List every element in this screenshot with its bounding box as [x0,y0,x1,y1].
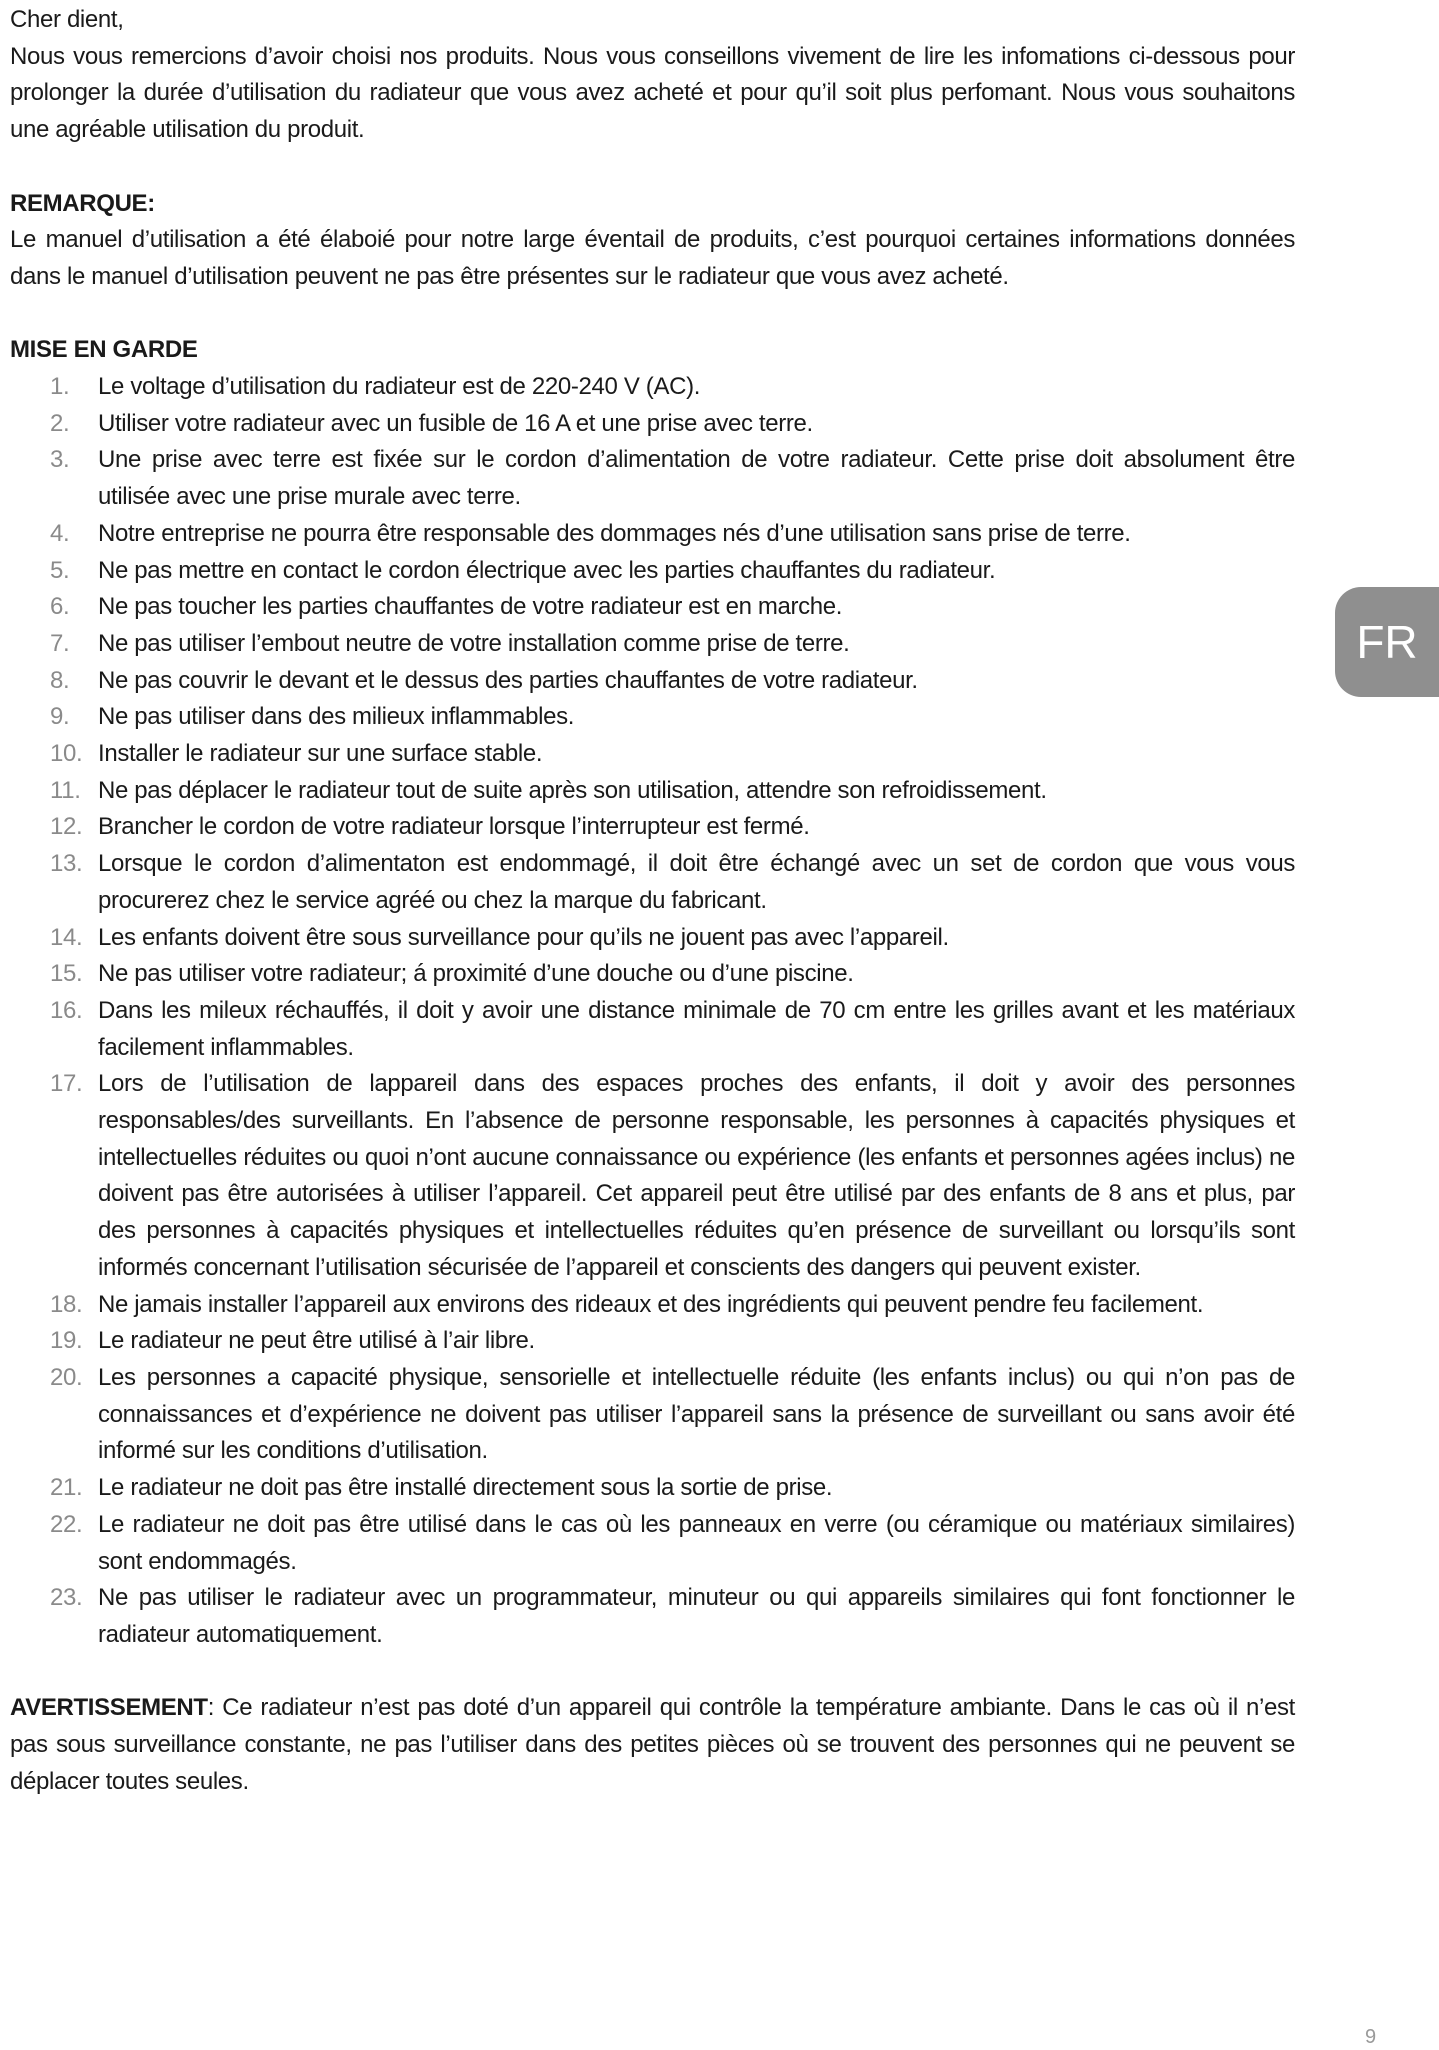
item-text: Le radiateur ne doit pas être installé directement sous la sortie de prise. [98,1474,833,1502]
item-text: Ne pas utiliser dans des milieux inflammables. [98,703,575,731]
list-item [10,516,1295,553]
item-number: 3. [50,446,70,474]
item-text: Le voltage d’utilisation du radiateur est de 220-240 V (AC). [98,373,701,400]
remarque-heading: REMARQUE: [10,189,155,217]
item-number: 5. [50,556,70,584]
list-item [10,1360,1295,1470]
item-number: 12. [50,813,83,841]
item-number: 18. [50,1290,83,1318]
item-text: Notre entreprise ne pourra être responsable des dommages nés d’une utilisation sans prise de terre. [98,519,1131,547]
list-item [10,1323,1295,1360]
list-item [10,1507,1295,1580]
document-page [10,2,1295,1800]
item-text: Lors de l’utilisation de lappareil dans des espaces proches des enfants, il doit y avoir des personnes responsables/des surveillants. En l’absence de personne responsable, les personnes à capacités physiques et intellectuelles réduites ou quoi n’ont aucune connaissance ou expérience (les enfants et personnes agées inclus) ne doivent pas être autorisées à utiliser l’appareil. Cet appareil peut être utilisé par des enfants de 8 ans et plus, par des personnes à capacités physiques et intellectuelles réduites qu’en présence de surveillant ou lorsqu’ils sont informés concernant l’utilisation sécurisée de l’appareil et conscients des dangers qui peuvent exister. [98,1070,1295,1281]
item-text: Ne pas déplacer le radiateur tout de suite après son utilisation, attendre son refroidissement. [98,776,1047,804]
item-number: 4. [50,519,70,547]
list-item [10,993,1295,1066]
item-text: Ne pas couvrir le devant et le dessus des parties chauffantes de votre radiateur. [98,666,918,694]
item-text: Les personnes a capacité physique, sensorielle et intellectuelle réduite (les enfants inclus) ou qui n’on pas de connaissances et d’expérience ne doivent pas utiliser l’appareil sans la présence de surveillant ou sans avoir été informé sur les conditions d’utilisation. [98,1363,1295,1465]
item-text: Ne pas utiliser votre radiateur; á proximité d’une douche ou d’une piscine. [98,960,854,988]
item-number: 9. [50,703,70,731]
list-item [10,369,1295,406]
item-text: Ne pas mettre en contact le cordon électrique avec les parties chauffantes du radiateur. [98,556,996,584]
list-item [10,626,1295,663]
list-item [10,1580,1295,1653]
item-text: Installer le radiateur sur une surface stable. [98,740,543,768]
item-number: 2. [50,409,70,437]
item-text: Ne pas utiliser l’embout neutre de votre installation comme prise de terre. [98,629,850,657]
remarque-paragraph: Le manuel d’utilisation a été élaboié pour notre large éventail de produits, c’est pourquoi certaines informations données dans le manuel d’utilisation peuvent ne pas être présentes sur le radiateur que vous avez acheté. [10,226,1295,290]
item-text: Le radiateur ne peut être utilisé à l’air libre. [98,1327,535,1355]
list-item [10,956,1295,993]
item-number: 1. [50,373,70,400]
avertissement-text: : Ce radiateur n’est pas doté d’un appareil qui contrôle la température ambiante. Dans le cas où il n’est pas sous surveillance constante, ne pas l’utiliser dans des petites pièces où se trouvent des personnes qui ne peuvent se déplacer toutes seules. [10,1694,1295,1795]
list-item [10,1470,1295,1507]
page-number: 9 [1365,2026,1377,2048]
item-text: Dans les mileux réchauffés, il doit y avoir une distance minimale de 70 cm entre les grilles avant et les matériaux facilement inflammables. [98,996,1295,1061]
item-number: 17. [50,1070,83,1098]
avertissement-paragraph [10,1690,1295,1800]
item-number: 7. [50,629,70,657]
list-item [10,553,1295,590]
item-number: 20. [50,1363,83,1391]
item-text: Brancher le cordon de votre radiateur lorsque l’interrupteur est fermé. [98,813,810,841]
item-number: 8. [50,666,70,694]
item-text: Les enfants doivent être sous surveillance pour qu’ils ne jouent pas avec l’appareil. [98,923,949,951]
list-item [10,1066,1295,1286]
item-text: Ne pas toucher les parties chauffantes de votre radiateur est en marche. [98,593,843,621]
intro-paragraph: Nous vous remercions d’avoir choisi nos produits. Nous vous conseillons vivement de lire les infomations ci-dessous pour prolonger la durée d’utilisation du radiateur que vous avez acheté et pour qu’il soit plus perfomant. Nous vous souhaitons une agréable utilisation du produit. [10,42,1295,144]
list-item [10,406,1295,443]
avertissement-label: AVERTISSEMENT [10,1694,208,1722]
item-text: Le radiateur ne doit pas être utilisé dans le cas où les panneaux en verre (ou céramique ou matériaux similaires) sont endommagés. [98,1510,1295,1575]
list-item [10,663,1295,700]
item-number: 19. [50,1327,83,1355]
list-item [10,736,1295,773]
list-item [10,920,1295,957]
language-tab-fr: FR [1335,587,1439,697]
list-item [10,846,1295,919]
item-number: 14. [50,923,83,951]
list-item [10,442,1295,515]
list-item [10,773,1295,810]
item-number: 16. [50,996,83,1024]
item-number: 11. [50,776,81,804]
item-number: 10. [50,740,83,768]
item-number: 23. [50,1584,83,1612]
item-text: Lorsque le cordon d’alimentaton est endommagé, il doit être échangé avec un set de cordon que vous vous procurerez chez le service agréé ou chez la marque du fabricant. [98,850,1295,914]
item-number: 21. [50,1474,83,1502]
greeting: Cher dient, [10,6,124,33]
list-item [10,589,1295,626]
item-text: Ne jamais installer l’appareil aux environs des rideaux et des ingrédients qui peuvent pendre feu facilement. [98,1290,1204,1318]
item-number: 22. [50,1510,83,1538]
warning-list [10,369,1295,1654]
list-item [10,1287,1295,1324]
item-text: Ne pas utiliser le radiateur avec un programmateur, minuteur ou qui appareils similaires qui font fonctionner le radiateur automatiquement. [98,1584,1295,1648]
item-number: 13. [50,850,83,878]
list-item [10,699,1295,736]
item-text: Une prise avec terre est fixée sur le cordon d’alimentation de votre radiateur. Cette prise doit absolument être utilisée avec une prise murale avec terre. [98,446,1295,511]
item-number: 6. [50,593,70,621]
mise-en-garde-heading: MISE EN GARDE [10,336,198,364]
item-number: 15. [50,960,83,988]
list-item [10,809,1295,846]
item-text: Utiliser votre radiateur avec un fusible de 16 A et une prise avec terre. [98,409,813,437]
